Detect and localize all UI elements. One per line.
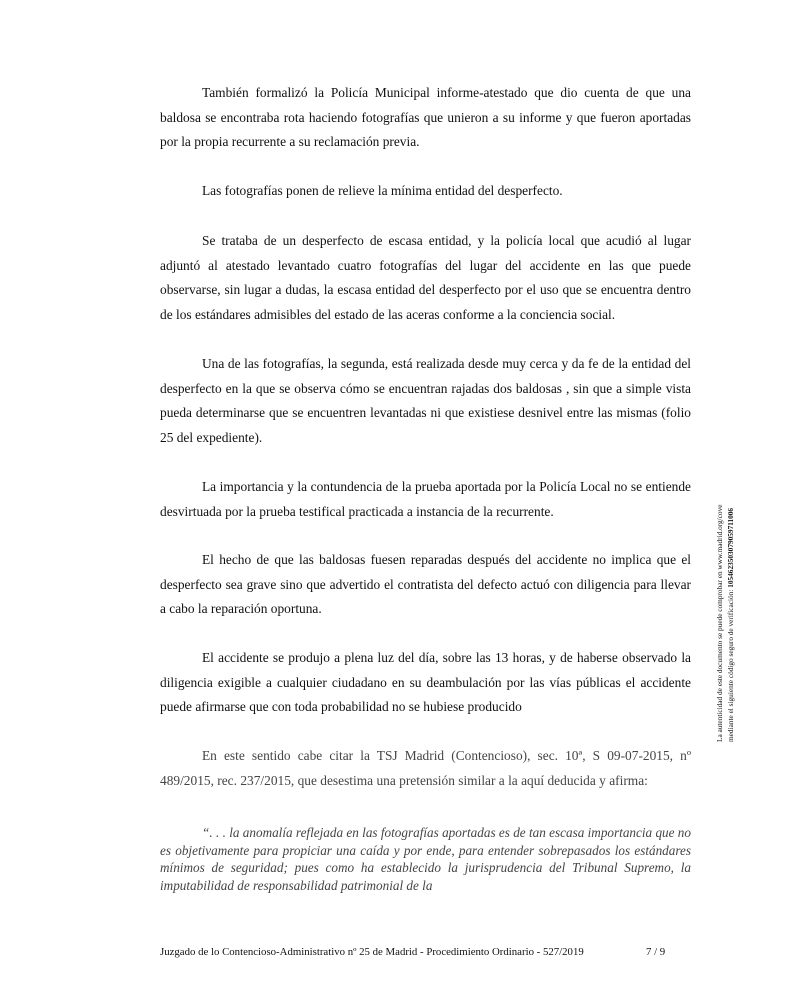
paragraph-8: En este sentido cabe citar la TSJ Madrid (Contencioso), sec. 10ª, S 09-07-2015, nº 489/2015, rec. 237/2015, que desestima una pretensión similar a la aquí deducida y afirma: <box>160 748 691 788</box>
paragraph-7: El accidente se produjo a plena luz del día, sobre las 13 horas, y de haberse observado la diligencia exigible a cualquier ciudadano en su deambulación por las vías públicas el accidente puede afirmarse que con toda probabilidad no se hubiese producido <box>160 650 691 714</box>
verification-line-1: La autenticidad de este documento se puede comprobar en www.madrid.org/cove <box>715 504 724 742</box>
verification-line-2 <box>725 452 736 742</box>
paragraph-4: Una de las fotografías, la segunda, está realizada desde muy cerca y da fe de la entidad del desperfecto en la que se observa cómo se encuentran rajadas dos baldosas , sin que a simple vista pueda determinarse que se encuentren levantadas ni que existiese desnivel entre las mismas (folio 25 del expediente). <box>160 356 691 445</box>
verification-prefix: mediante el siguiente código seguro de verificación: <box>726 587 735 742</box>
verification-note <box>714 452 736 742</box>
footer-court-reference: Juzgado de lo Contencioso-Administrativo nº 25 de Madrid - Procedimiento Ordinario - 527/2019 <box>160 946 584 958</box>
paragraph-1: También formalizó la Policía Municipal informe-atestado que dio cuenta de que una baldosa se encontraba rota haciendo fotografías que unieron a su informe y que fueron aportadas por la propia recurrente a su reclamación previa. <box>160 85 691 149</box>
paragraph-3: Se trataba de un desperfecto de escasa entidad, y la policía local que acudió al lugar adjuntó al atestado levantado cuatro fotografías del lugar del accidente en las que puede observarse, sin lugar a dudas, la escasa entidad del desperfecto por el uso que se encuentra dentro de los estándares admisibles del estado de las aceras conforme a la conciencia social. <box>160 233 691 322</box>
paragraph-2: Las fotografías ponen de relieve la mínima entidad del desperfecto. <box>202 183 563 198</box>
verification-code: 1054623503079059711006 <box>726 507 735 588</box>
paragraph-6: El hecho de que las baldosas fuesen reparadas después del accidente no implica que el desperfecto sea grave sino que advertido el contratista del defecto actuó con diligencia para llevar a cabo la reparación oportuna. <box>160 552 691 616</box>
page-number: 7 / 9 <box>646 946 666 958</box>
paragraph-5: La importancia y la contundencia de la prueba aportada por la Policía Local no se entiende desvirtuada por la prueba testifical practicada a instancia de la recurrente. <box>160 479 691 519</box>
quote-block: “. . . la anomalía reflejada en las fotografías aportadas es de tan escasa importancia que no es objetivamente para propiciar una caída y por ende, para entender sobrepasados los estándares mínimos de seguridad; pues como ha establecido la jurisprudencia del Tribunal Supremo, la imputabilidad de responsabilidad patrimonial de la <box>160 825 691 893</box>
